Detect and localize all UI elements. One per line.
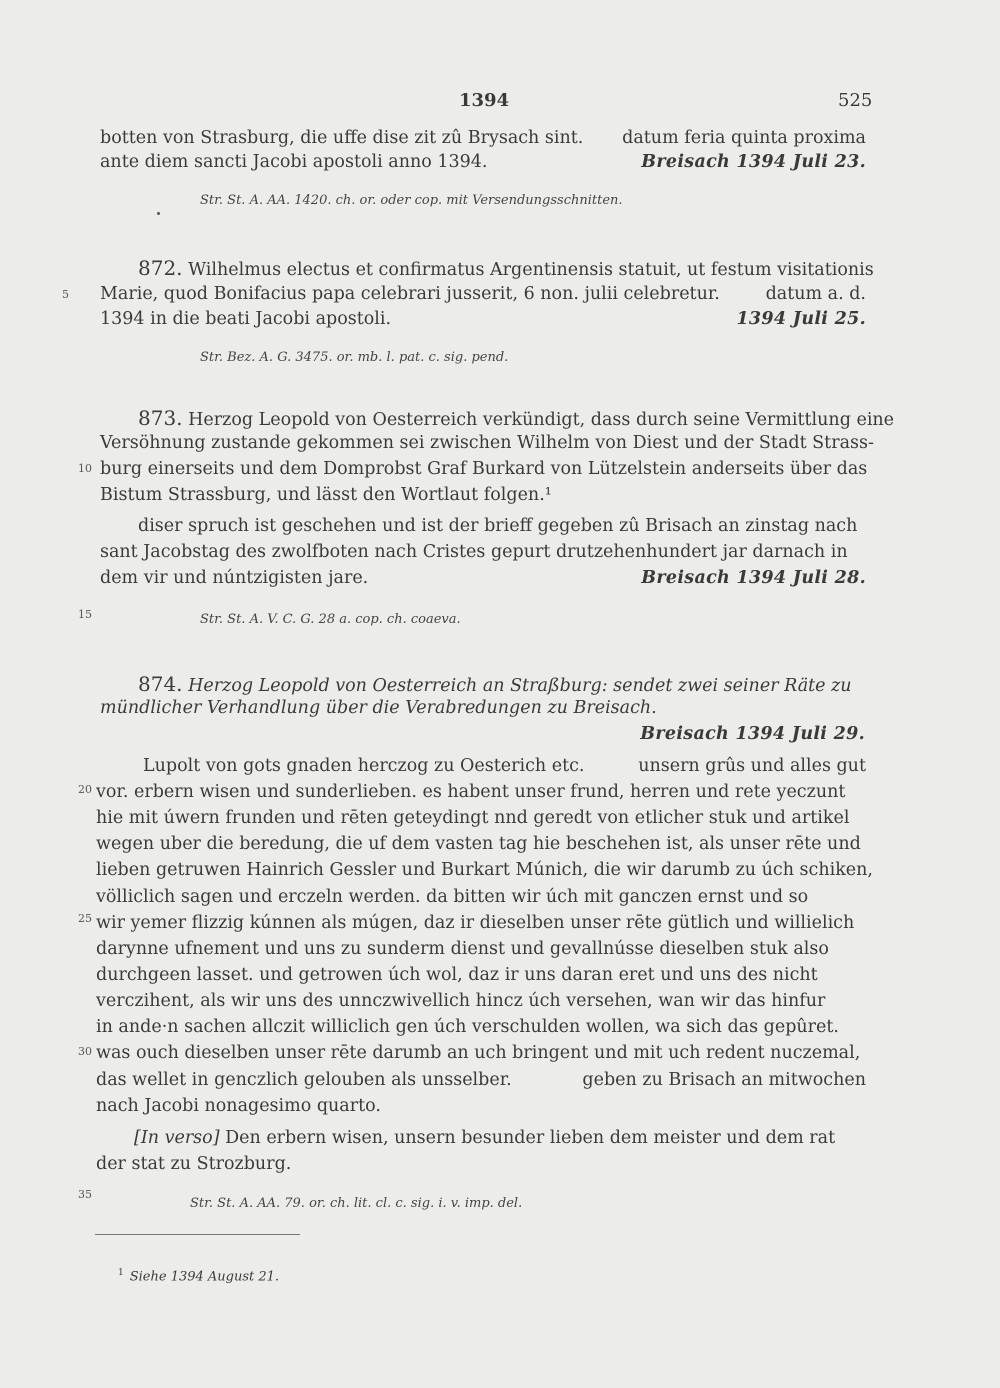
text-line-left: dem vir und núntzigisten jare. — [100, 568, 369, 588]
verso-label: [In verso] — [134, 1128, 220, 1148]
line-number: 15 — [78, 608, 92, 621]
text-line-right: datum feria quinta proxima — [622, 128, 866, 148]
footnote-text: Siehe 1394 August 21. — [129, 1269, 280, 1285]
text-line — [138, 256, 874, 282]
text-line: verczihent, als wir uns des unnczwivellich hincz úch versehen, wan wir das hinfur — [96, 991, 826, 1011]
text-line-left: Herzog Leopold von Oesterreich verkündigt, dass durch seine Vermittlung eine — [188, 410, 895, 430]
source-note: Str. St. A. AA. 79. or. ch. lit. cl. c. sig. i. v. imp. del. — [190, 1196, 523, 1211]
text-line — [100, 282, 866, 306]
text-line: diser spruch ist geschehen und ist der brieff gegeben zû Brisach an zinstag nach — [138, 516, 858, 536]
text-line: wir yemer flizzig kúnnen als múgen, daz ir dieselben unser rēte gütlich und willielich — [96, 913, 855, 933]
text-line-left: das wellet in genczlich gelouben als unsselber. — [96, 1070, 512, 1090]
running-head-year: 1394 — [459, 90, 510, 111]
charter-date: Breisach 1394 Juli 29. — [640, 724, 865, 744]
charter-date: Breisach 1394 Juli 28. — [641, 568, 866, 588]
text-line — [138, 406, 895, 432]
text-line-left: botten von Strasburg, die uffe dise zit zû Brysach sint. — [100, 128, 584, 148]
line-number: 35 — [78, 1188, 92, 1201]
charter-date: Breisach 1394 Juli 23. — [641, 152, 866, 172]
text-line: lieben getruwen Hainrich Gessler und Burkart Múnich, die wir darumb zu úch schiken, — [96, 860, 873, 880]
text-line-right: unsern grûs und alles gut — [638, 756, 866, 776]
text-line — [100, 307, 866, 331]
page-number: 525 — [838, 90, 873, 111]
source-note: Str. St. A. AA. 1420. ch. or. oder cop. mit Versendungsschnitten. — [200, 193, 623, 208]
footnote-mark: 1 — [118, 1268, 124, 1278]
text-line: burg einerseits und dem Domprobst Graf Burkard von Lützelstein anderseits über das — [100, 459, 868, 479]
text-line-right: datum a. d. — [765, 284, 866, 304]
text-line: durchgeen lasset. und getrowen úch wol, daz ir uns daran eret und uns des nicht — [96, 965, 818, 985]
footnote — [118, 1268, 279, 1284]
line-number: 5 — [62, 288, 69, 301]
document-number: 872. — [138, 256, 183, 280]
text-line-left: ante diem sancti Jacobi apostoli anno 1394. — [100, 152, 488, 172]
regest-title-line: mündlicher Verhandlung über die Verabredungen zu Breisach. — [100, 698, 657, 718]
line-number: 25 — [78, 912, 92, 925]
text-line: wegen uber die beredung, die uf dem vasten tag hie beschehen ist, als unser rēte und — [96, 834, 861, 854]
text-line: vor. erbern wisen und sunderlieben. es habent unser frund, herren und rete yeczunt — [96, 782, 846, 802]
text-line — [100, 150, 866, 174]
line-number: 20 — [78, 783, 92, 796]
line-number: 10 — [78, 462, 92, 475]
text-line: nach Jacobi nonagesimo quarto. — [96, 1096, 381, 1116]
text-line: darynne ufnement und uns zu sunderm dienst und gevallnússe dieselben stuk also — [96, 939, 829, 959]
charter-date: 1394 Juli 25. — [736, 309, 866, 329]
text-line-left: Den erbern wisen, unsern besunder lieben dem meister und dem rat — [225, 1128, 836, 1148]
ink-dot — [157, 212, 160, 215]
text-line — [143, 754, 866, 778]
text-line: völliclich sagen und erczeln werden. da bitten wir úch mit ganczen ernst und so — [96, 887, 809, 907]
text-line-left: 1394 in die beati Jacobi apostoli. — [100, 309, 392, 329]
text-line: sant Jacobstag des zwolfboten nach Cristes gepurt drutzehenhundert jar darnach in — [100, 542, 848, 562]
text-line-left: Lupolt von gots gnaden herczog zu Oesterich etc. — [143, 756, 585, 776]
document-number: 874. — [138, 672, 183, 696]
line-number: 30 — [78, 1045, 92, 1058]
text-line — [138, 672, 866, 698]
text-line-left: Marie, quod Bonifacius papa celebrari jusserit, 6 non. julii celebretur. — [100, 284, 720, 304]
text-line: der stat zu Strozburg. — [96, 1154, 292, 1174]
document-number: 873. — [138, 406, 183, 430]
text-line — [96, 1068, 866, 1092]
source-note: Str. St. A. V. C. G. 28 a. cop. ch. coaeva. — [200, 612, 461, 627]
text-line: Versöhnung zustande gekommen sei zwischen Wilhelm von Diest und der Stadt Strass- — [100, 433, 874, 453]
text-line — [100, 126, 866, 150]
source-note: Str. Bez. A. G. 3475. or. mb. l. pat. c. sig. pend. — [200, 350, 509, 365]
text-line-right: geben zu Brisach an mitwochen — [582, 1070, 866, 1090]
text-line-left: Wilhelmus electus et confirmatus Argentinensis statuit, ut festum visitationis — [188, 260, 874, 280]
regest-title-line: Herzog Leopold von Oesterreich an Straßburg: sendet zwei seiner Räte zu — [188, 676, 852, 696]
text-line — [100, 566, 866, 590]
text-line: hie mit úwern frunden und rēten geteydingt nnd geredt von etlicher stuk und artikel — [96, 808, 850, 828]
footnote-rule — [95, 1234, 300, 1235]
text-line: in ande·n sachen allczit williclich gen úch verschulden wollen, wa sich das gepûret. — [96, 1017, 839, 1037]
text-line — [134, 1126, 835, 1150]
text-line: Bistum Strassburg, und lässt den Wortlaut folgen.¹ — [100, 485, 552, 505]
text-line: was ouch dieselben unser rēte darumb an uch bringent und mit uch redent nuczemal, — [96, 1043, 861, 1063]
